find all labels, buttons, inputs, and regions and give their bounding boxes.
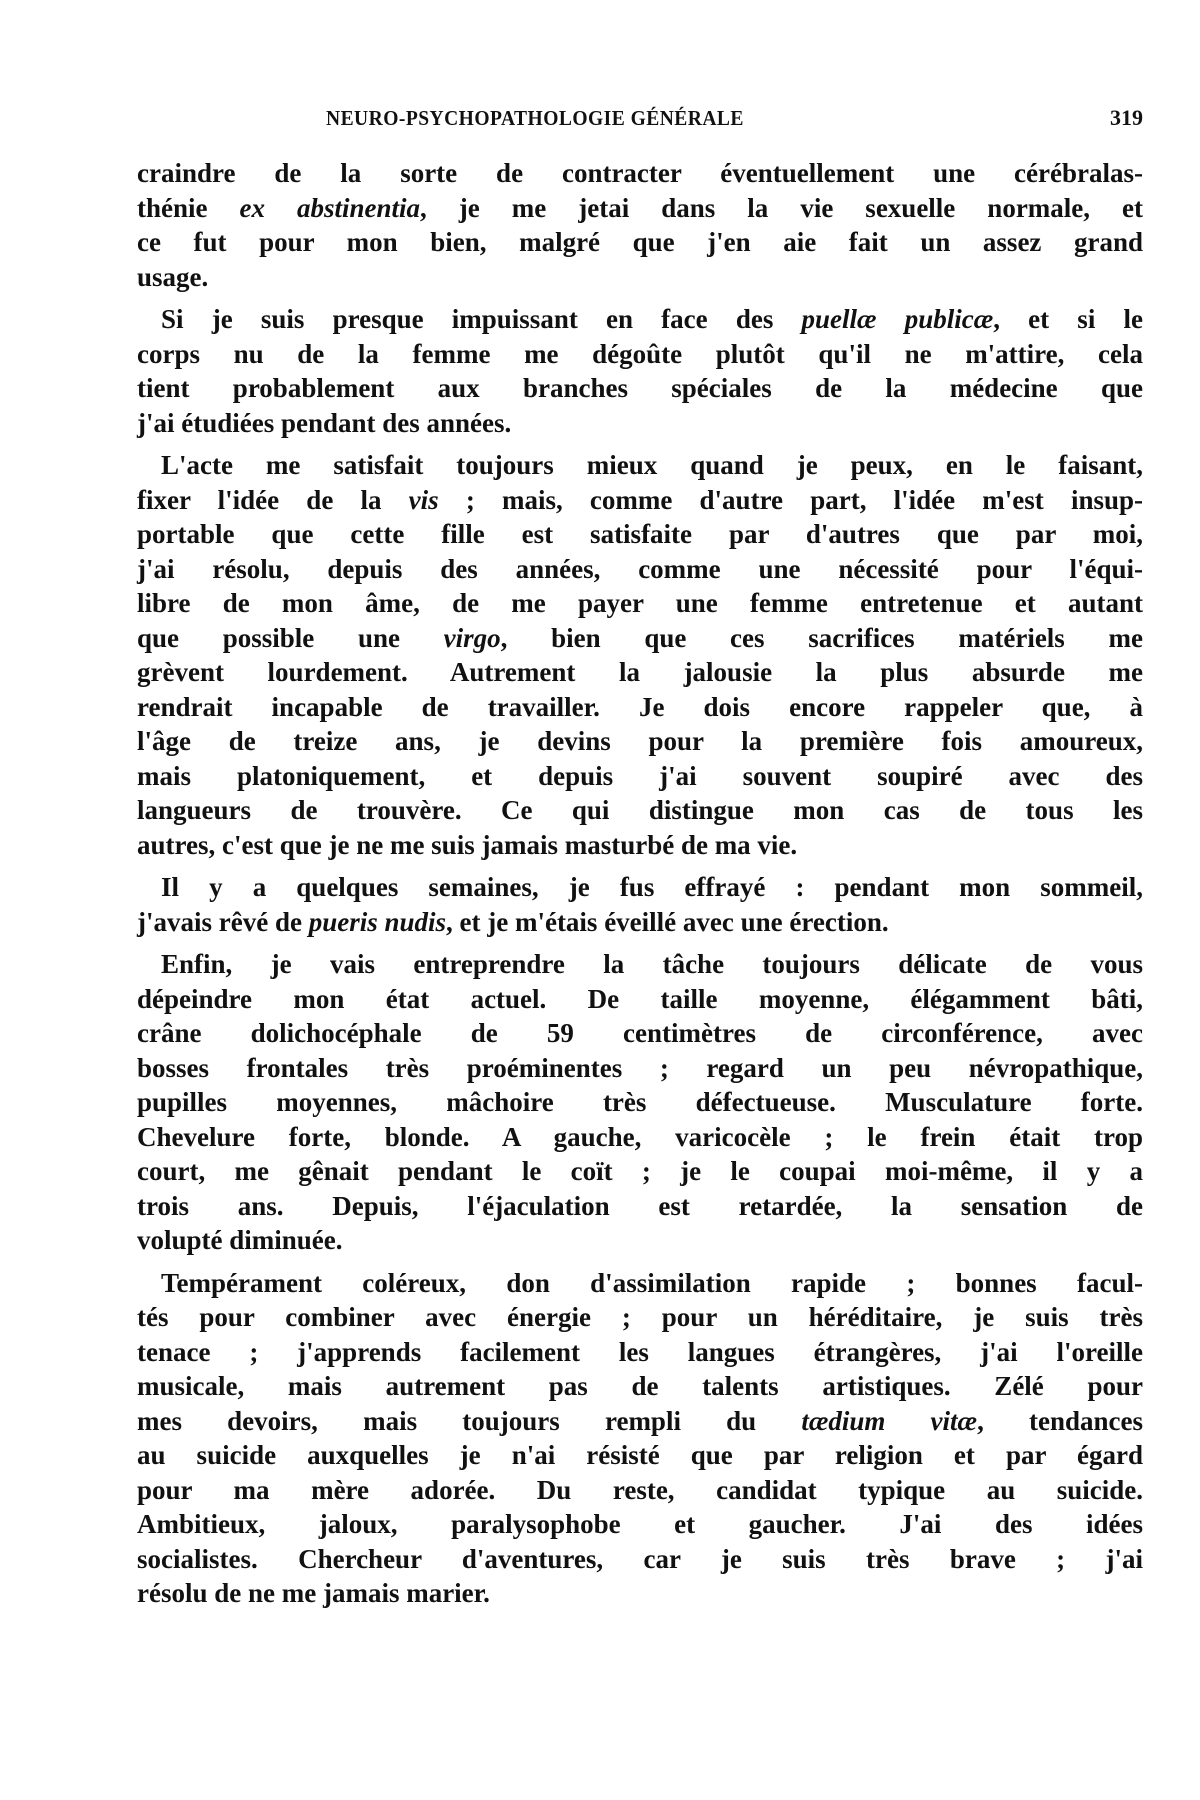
- text-segment: ce fut pour mon bien, malgré que j'en aie fait un assez grand: [137, 227, 1143, 257]
- text-line: [137, 302, 1143, 337]
- text-segment: , tendances: [977, 1405, 1143, 1436]
- text-segment: , je me jetai dans la vie sexuelle normale, et: [420, 192, 1144, 223]
- text-line: [137, 905, 1143, 940]
- text-segment: trois ans. Depuis, l'éjaculation est retardée, la sensation de: [137, 1190, 1143, 1221]
- text-line: [137, 1085, 1143, 1120]
- paragraph: [137, 156, 1143, 294]
- text-segment: , et je m'étais éveillé avec une érection.: [446, 906, 889, 937]
- text-segment: mais platoniquement, et depuis j'ai souvent soupiré avec des: [137, 760, 1143, 791]
- text-segment: l'âge de treize ans, je devins pour la première fois amoureux,: [137, 726, 1143, 756]
- text-line: [137, 1016, 1143, 1051]
- text-segment: craindre de la sorte de contracter éventuellement une cérébralas-: [137, 158, 1143, 188]
- text-segment: L'acte me satisfait toujours mieux quand je peux, en le faisant,: [161, 450, 1143, 480]
- text-line: [137, 406, 1143, 441]
- text-line: [137, 156, 1143, 191]
- text-segment: crâne dolichocéphale de 59 centimètres de circonférence, avec: [137, 1018, 1143, 1048]
- text-segment: fixer l'idée de la: [137, 484, 409, 515]
- running-head: [326, 103, 1143, 133]
- text-segment: j'ai résolu, depuis des années, comme une nécessité pour l'équi-: [137, 553, 1143, 584]
- text-segment: pour ma mère adorée. Du reste, candidat typique au suicide.: [137, 1474, 1143, 1505]
- text-segment: Il y a quelques semaines, je fus effrayé : pendant mon sommeil,: [161, 872, 1143, 902]
- text-segment: rendrait incapable de travailler. Je dois encore rappeler que, à: [137, 691, 1143, 722]
- text-line: [137, 1223, 1143, 1258]
- text-line: [137, 371, 1143, 406]
- text-line: [137, 690, 1143, 725]
- text-line: [137, 1189, 1143, 1224]
- page-number: 319: [1110, 105, 1143, 130]
- text-segment: dépeindre mon état actuel. De taille moyenne, élégamment bâti,: [137, 983, 1143, 1014]
- text-segment: langueurs de trouvère. Ce qui distingue mon cas de tous les: [137, 795, 1143, 825]
- text-line: [137, 870, 1143, 905]
- italic-latin-phrase: ex abstinentia: [239, 192, 421, 223]
- text-line: [137, 1120, 1143, 1155]
- text-segment: Si je suis presque impuissant en face des: [161, 304, 802, 334]
- paragraph: [137, 947, 1143, 1258]
- text-segment: court, me gênait pendant le coït ; je le coupai moi-même, il y a: [137, 1156, 1143, 1186]
- body-text: [137, 156, 1143, 1619]
- text-segment: Ambitieux, jaloux, paralysophobe et gaucher. J'ai des idées: [137, 1509, 1143, 1539]
- text-line: [137, 1300, 1143, 1335]
- text-segment: volupté diminuée.: [137, 1225, 343, 1255]
- text-line: [137, 1576, 1143, 1611]
- text-line: [137, 1507, 1143, 1542]
- text-line: [137, 1154, 1143, 1189]
- text-line: [137, 982, 1143, 1017]
- text-segment: autres, c'est que je ne me suis jamais masturbé de ma vie.: [137, 829, 798, 860]
- text-segment: , bien que ces sacrifices matériels me: [500, 622, 1143, 653]
- italic-latin-phrase: virgo: [443, 622, 501, 653]
- text-line: [137, 517, 1143, 552]
- text-segment: j'ai étudiées pendant des années.: [137, 407, 512, 438]
- text-line: [137, 1266, 1143, 1301]
- italic-latin-phrase: tædium vitæ: [801, 1405, 978, 1436]
- text-segment: musicale, mais autrement pas de talents artistiques. Zélé pour: [137, 1371, 1143, 1401]
- text-segment: au suicide auxquelles je n'ai résisté que par religion et par égard: [137, 1440, 1143, 1470]
- text-line: [137, 191, 1143, 226]
- text-segment: tés pour combiner avec énergie ; pour un héréditaire, je suis très: [137, 1302, 1143, 1332]
- text-segment: ; mais, comme d'autre part, l'idée m'est insup-: [438, 484, 1143, 515]
- text-segment: grèvent lourdement. Autrement la jalousie la plus absurde me: [137, 657, 1143, 687]
- text-line: [137, 828, 1143, 863]
- text-segment: j'avais rêvé de: [137, 906, 309, 937]
- text-line: [137, 947, 1143, 982]
- text-line: [137, 621, 1143, 656]
- text-line: [137, 655, 1143, 690]
- text-segment: Tempérament coléreux, don d'assimilation rapide ; bonnes facul-: [161, 1267, 1143, 1298]
- paragraph: [137, 870, 1143, 939]
- text-segment: socialistes. Chercheur d'aventures, car je suis très brave ; j'ai: [137, 1543, 1143, 1574]
- text-segment: que possible une: [137, 622, 444, 653]
- text-line: [137, 1335, 1143, 1370]
- text-line: [137, 337, 1143, 372]
- text-segment: tenace ; j'apprends facilement les langues étrangères, j'ai l'oreille: [137, 1336, 1143, 1367]
- text-line: [137, 759, 1143, 794]
- text-segment: mes devoirs, mais toujours rempli du: [137, 1405, 802, 1436]
- paragraph: [137, 302, 1143, 440]
- text-segment: portable que cette fille est satisfaite par d'autres que par moi,: [137, 519, 1143, 549]
- text-line: [137, 793, 1143, 828]
- text-segment: tient probablement aux branches spéciales de la médecine que: [137, 373, 1143, 403]
- text-line: [137, 483, 1143, 518]
- italic-latin-phrase: puellæ publicæ: [801, 304, 994, 334]
- text-segment: pupilles moyennes, mâchoire très défectueuse. Musculature forte.: [137, 1087, 1143, 1117]
- text-segment: Enfin, je vais entreprendre la tâche toujours délicate de vous: [161, 949, 1143, 979]
- text-segment: , et si le: [993, 304, 1143, 334]
- text-line: [137, 1404, 1143, 1439]
- text-segment: corps nu de la femme me dégoûte plutôt qu'il ne m'attire, cela: [137, 338, 1143, 369]
- text-segment: Chevelure forte, blonde. A gauche, varicocèle ; le frein était trop: [137, 1121, 1143, 1152]
- text-segment: résolu de ne me jamais marier.: [137, 1578, 490, 1608]
- paragraph: [137, 448, 1143, 862]
- text-line: [137, 448, 1143, 483]
- paragraph: [137, 1266, 1143, 1611]
- italic-latin-phrase: pueris nudis: [308, 906, 447, 937]
- text-segment: thénie: [137, 192, 240, 223]
- text-line: [137, 260, 1143, 295]
- text-line: [137, 552, 1143, 587]
- text-segment: usage.: [137, 261, 209, 292]
- text-line: [137, 225, 1143, 260]
- text-line: [137, 1369, 1143, 1404]
- text-line: [137, 1438, 1143, 1473]
- text-line: [137, 1473, 1143, 1508]
- text-segment: libre de mon âme, de me payer une femme entretenue et autant: [137, 588, 1143, 618]
- text-line: [137, 586, 1143, 621]
- italic-latin-phrase: vis: [408, 484, 439, 515]
- text-line: [137, 1051, 1143, 1086]
- text-segment: bosses frontales très proéminentes ; regard un peu névropathique,: [137, 1052, 1143, 1083]
- text-line: [137, 724, 1143, 759]
- text-line: [137, 1542, 1143, 1577]
- running-head-title: NEURO-PSYCHOPATHOLOGIE GÉNÉRALE: [326, 106, 744, 130]
